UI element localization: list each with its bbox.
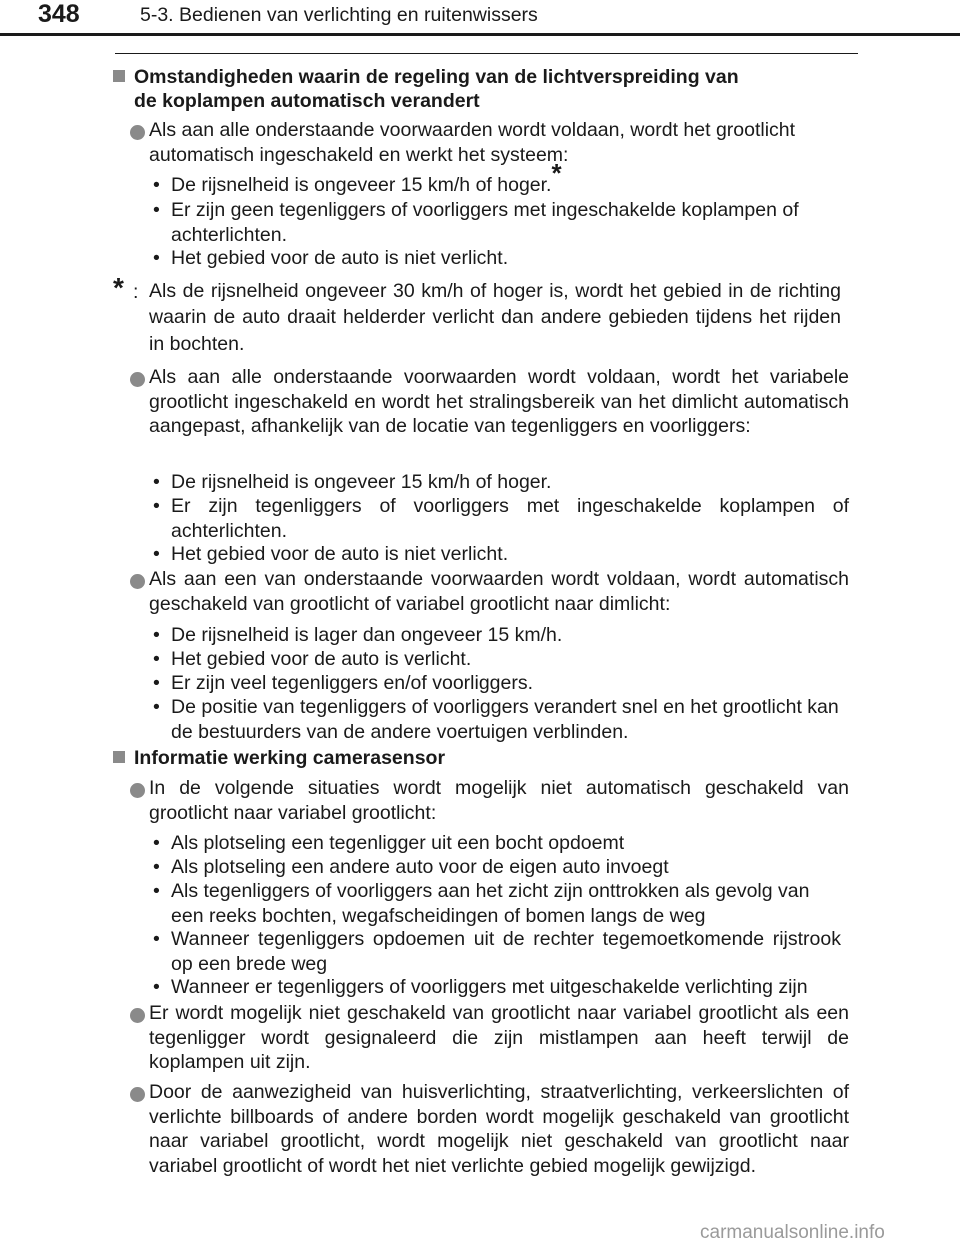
bullet-dot: • — [153, 856, 160, 878]
bullet-dot: • — [153, 696, 160, 718]
square-bullet-icon — [113, 70, 125, 82]
list-item-text: De rijsnelheid is ongeveer 15 km/h of hoger. — [171, 174, 552, 196]
circle-bullet-icon — [130, 1008, 145, 1023]
bullet-dot: • — [153, 648, 160, 670]
circle-bullet-icon — [130, 1087, 145, 1102]
list-item — [149, 879, 841, 928]
list-item-text: Er zijn geen tegenliggers of voorliggers met ingeschakelde koplampen of achterlichten. — [171, 199, 799, 246]
bullet-dot: • — [153, 174, 160, 196]
chapter-title: 5-3. Bedienen van verlichting en ruitenwissers — [140, 4, 538, 26]
paragraph-variabel-grootlicht: Als aan alle onderstaande voorwaarden wordt voldaan, wordt het variabele grootlicht ingeschakeld en wordt het stralingsbereik van het dimlicht automatisch aangepast, afhankelijk van de locatie van tegenliggers en voorliggers: — [149, 366, 849, 438]
list-item-text: Wanneer er tegenliggers of voorliggers met uitgeschakelde verlichting zijn — [171, 976, 808, 998]
list-item-text: De rijsnelheid is lager dan ongeveer 15 km/h. — [171, 624, 563, 646]
paragraph-niet-geschakeld: In de volgende situaties wordt mogelijk niet automatisch geschakeld van grootlicht naar variabel grootlicht: — [149, 777, 849, 824]
bullet-dot: • — [153, 672, 160, 694]
heading-line-1: Omstandigheden waarin de regeling van de lichtverspreiding van — [134, 66, 739, 88]
section-rule — [115, 53, 858, 54]
circle-bullet-icon — [130, 372, 145, 387]
list-item — [149, 198, 841, 247]
bullet-dot: • — [153, 199, 160, 221]
paragraph-grootlicht-voorwaarden — [149, 118, 849, 167]
list-item — [149, 831, 849, 856]
paragraph-line: automatisch ingeschakeld en werkt het systeem: — [149, 143, 569, 166]
bullet-dot: • — [153, 928, 160, 950]
page-header — [0, 0, 960, 36]
bullet-dot: • — [153, 543, 160, 565]
watermark: carmanualsonline.info — [700, 1222, 885, 1243]
footnote-text: Als de rijsnelheid ongeveer 30 km/h of hoger is, wordt het gebied in de richting waarin de auto draait helderder verlicht dan andere gebieden tijdens het rijden in bochten. — [149, 280, 841, 355]
list-item-text: De positie van tegenliggers of voorliggers verandert snel en het grootlicht kan de bestuurders van de andere voertuigen verblinden. — [171, 696, 839, 743]
bullet-dot: • — [153, 247, 160, 269]
list-item — [149, 494, 849, 543]
list-item — [149, 158, 849, 198]
bullet-dot: • — [153, 880, 160, 902]
section-heading-lichtverspreiding — [113, 66, 813, 113]
square-bullet-icon — [113, 751, 125, 763]
list-item — [149, 927, 841, 976]
list-item-text: Wanneer tegenliggers opdoemen uit de rechter tegemoetkomende rijstrook op een brede weg — [171, 928, 841, 975]
paragraph-dimlicht: Als aan een van onderstaande voorwaarden wordt voldaan, wordt automatisch geschakeld van grootlicht of variabel grootlicht naar dimlicht: — [149, 568, 849, 615]
section-heading-camerasensor — [113, 747, 813, 771]
paragraph-line: Als aan alle onderstaande voorwaarden wordt voldaan, wordt het grootlicht — [149, 119, 796, 141]
list-item — [149, 975, 849, 1000]
list-item-text: Als plotseling een tegenligger uit een bocht opdoemt — [171, 832, 625, 854]
list-item — [149, 542, 849, 567]
list-item — [149, 470, 849, 495]
list-item-text: Als plotseling een andere auto voor de eigen auto invoegt — [171, 856, 669, 878]
circle-bullet-icon — [130, 125, 145, 140]
footnote-star: * — [113, 272, 124, 303]
list-item-text: De rijsnelheid is ongeveer 15 km/h of hoger. — [171, 471, 552, 493]
header-rule — [0, 33, 960, 36]
list-item-text: Het gebied voor de auto is niet verlicht. — [171, 543, 509, 565]
list-item — [149, 647, 849, 672]
bullet-dot: • — [153, 495, 160, 517]
list-item — [149, 695, 841, 744]
footnote-marker: * — [551, 158, 562, 188]
list-item-text: Als tegenliggers of voorliggers aan het zicht zijn onttrokken als gevolg van een reeks bochten, wegafscheidingen of bomen langs de weg — [171, 880, 810, 927]
circle-bullet-icon — [130, 783, 145, 798]
bullet-dot: • — [153, 976, 160, 998]
list-item — [149, 623, 849, 648]
list-item — [149, 246, 849, 271]
list-item-text: Het gebied voor de auto is niet verlicht. — [171, 247, 509, 269]
bullet-dot: • — [153, 471, 160, 493]
list-item — [149, 855, 849, 880]
circle-bullet-icon — [130, 574, 145, 589]
heading-line-2: de koplampen automatisch verandert — [134, 89, 480, 112]
footnote-colon: : — [133, 281, 139, 303]
paragraph-mistlampen: Er wordt mogelijk niet geschakeld van grootlicht naar variabel grootlicht als een tegenligger wordt gesignaleerd die zijn mistlampen aan heeft terwijl de koplampen uit zijn. — [149, 1002, 849, 1074]
bullet-dot: • — [153, 624, 160, 646]
list-item — [149, 671, 849, 696]
paragraph-verlichting-omgeving: Door de aanwezigheid van huisverlichting, straatverlichting, verkeerslichten of verlichte billboards of andere borden wordt mogelijk geschakeld van grootlicht naar variabel grootlicht, wordt mogelijk niet geschakeld van grootlicht naar variabel grootlicht of wordt het niet verlichte gebied mogelijk gewijzigd. — [149, 1081, 849, 1177]
bullet-dot: • — [153, 832, 160, 854]
list-item-text: Het gebied voor de auto is verlicht. — [171, 648, 472, 670]
heading-line-1: Informatie werking camerasensor — [134, 747, 446, 769]
page-number: 348 — [38, 0, 80, 28]
list-item-text: Er zijn tegenliggers of voorliggers met ingeschakelde koplampen of achterlichten. — [171, 495, 849, 542]
list-item-text: Er zijn veel tegenliggers en/of voorliggers. — [171, 672, 534, 694]
